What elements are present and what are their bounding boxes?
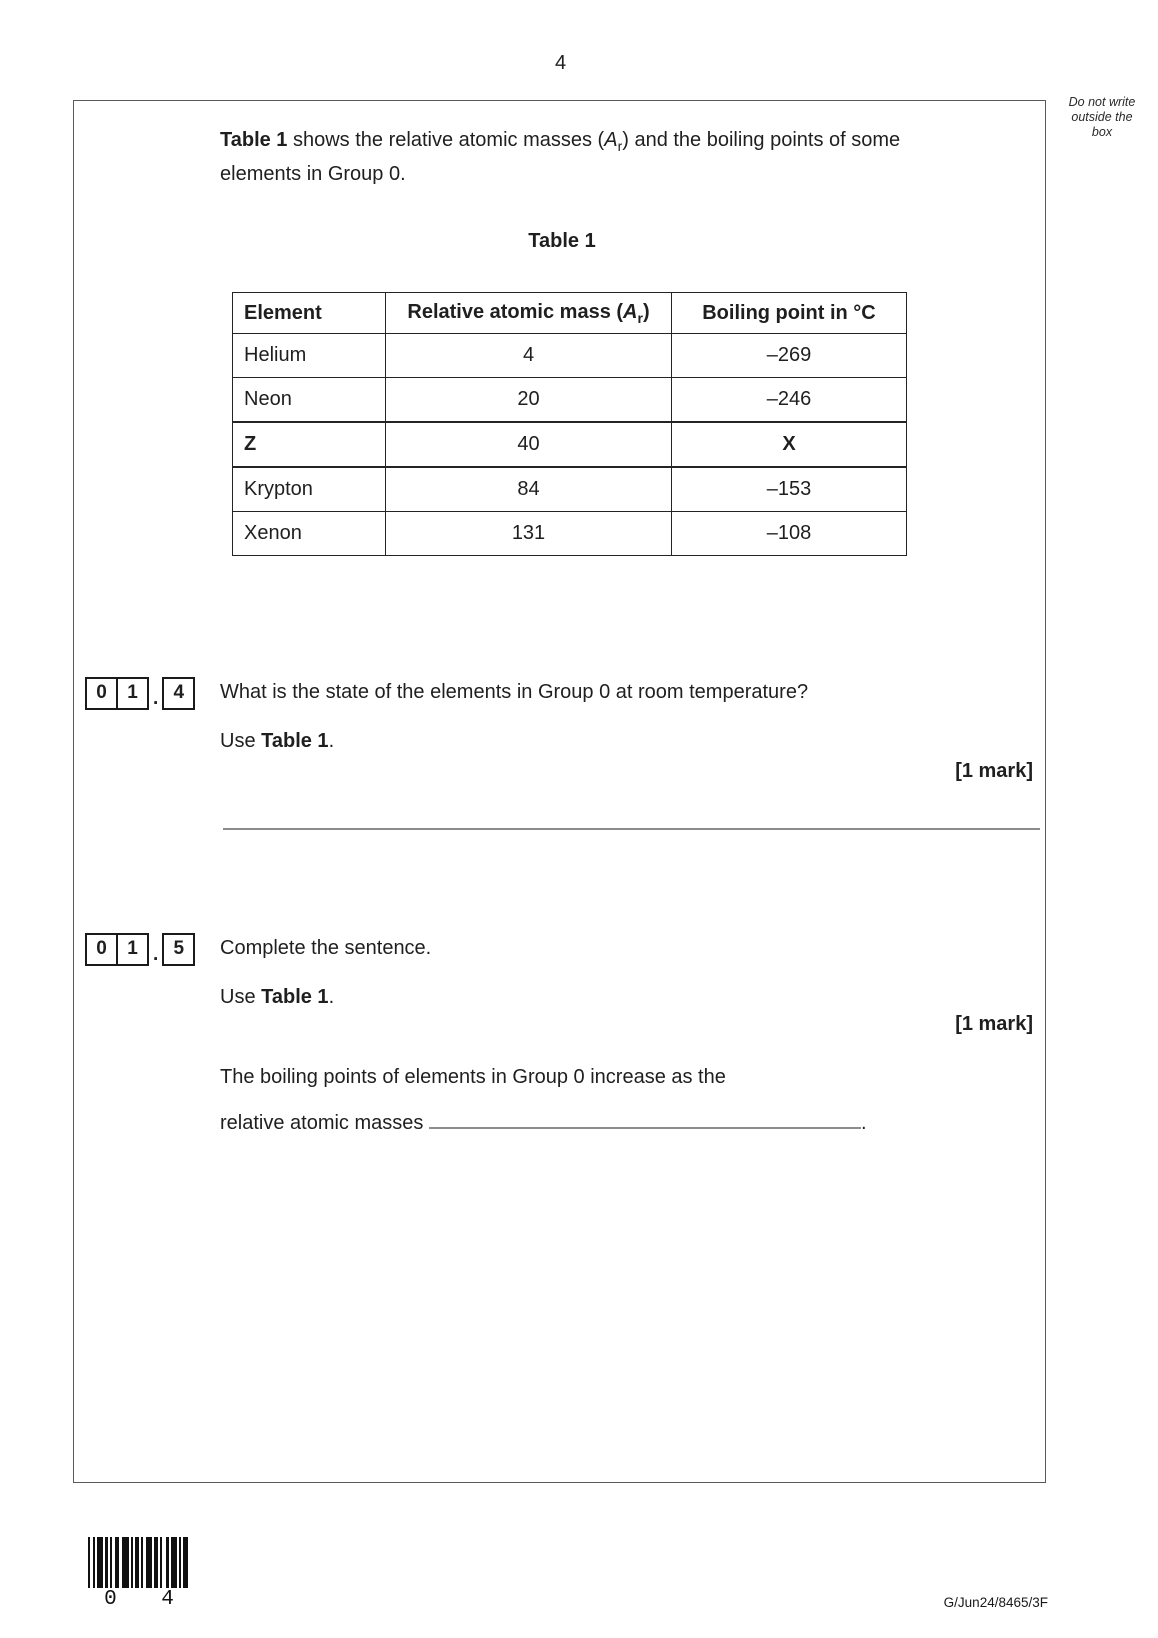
use-table-ref: Table 1 bbox=[261, 730, 329, 752]
header-mass bbox=[386, 293, 672, 334]
use-text: Use bbox=[220, 986, 262, 1008]
ar-symbol: A bbox=[604, 129, 618, 151]
intro-text: shows the relative atomic masses ( bbox=[287, 129, 605, 151]
sentence-line-1: The boiling points of elements in Group 0 increase as the bbox=[220, 1066, 726, 1088]
do-not-write-line: Do not write bbox=[1068, 95, 1136, 109]
do-not-write-line: outside the bbox=[1071, 109, 1133, 124]
table-row bbox=[233, 334, 907, 378]
header-mass-text: Relative atomic mass ( bbox=[407, 300, 624, 323]
do-not-write-note bbox=[1050, 95, 1154, 139]
do-not-write-line: box bbox=[1091, 124, 1113, 139]
question-15-text: Complete the sentence. bbox=[220, 937, 432, 959]
table-title: Table 1 bbox=[528, 230, 596, 252]
question-14-answer-line[interactable] bbox=[223, 828, 1040, 830]
cell-element: Krypton bbox=[233, 467, 386, 512]
elements-table bbox=[232, 292, 907, 556]
question-digit-box: 1 bbox=[118, 677, 149, 710]
use-text: . bbox=[328, 730, 335, 752]
cell-mass: 40 bbox=[386, 422, 672, 467]
intro-text: ) and the boiling points of some bbox=[622, 129, 901, 151]
question-15-answer-blank[interactable] bbox=[429, 1113, 861, 1129]
cell-mass: 84 bbox=[386, 467, 672, 512]
table-row-unknown-z bbox=[233, 422, 907, 467]
intro-table-ref: Table 1 bbox=[220, 129, 288, 151]
question-number-01-4 bbox=[85, 676, 195, 710]
header-boiling: Boiling point in °C bbox=[672, 293, 907, 334]
question-digit-box: 1 bbox=[118, 933, 149, 966]
cell-boiling: –153 bbox=[672, 467, 907, 512]
cell-mass: 131 bbox=[386, 512, 672, 556]
sentence-text: relative atomic masses bbox=[220, 1112, 429, 1134]
cell-mass: 4 bbox=[386, 334, 672, 378]
question-digit-box: 0 bbox=[85, 933, 118, 966]
cell-boiling: –246 bbox=[672, 378, 907, 423]
cell-element: Neon bbox=[233, 378, 386, 423]
table-row bbox=[233, 512, 907, 556]
header-element: Element bbox=[233, 293, 386, 334]
intro-paragraph bbox=[220, 126, 950, 188]
question-14-marks: [1 mark] bbox=[955, 760, 1033, 782]
use-text: Use bbox=[220, 730, 262, 752]
cell-element: Helium bbox=[233, 334, 386, 378]
question-digit-box: 5 bbox=[162, 933, 195, 966]
question-15-use-table bbox=[220, 986, 334, 1009]
question-14-use-table bbox=[220, 730, 334, 753]
sentence-line-2 bbox=[220, 1112, 1000, 1135]
sentence-text: . bbox=[860, 1112, 867, 1134]
header-mass-text: ) bbox=[642, 300, 650, 323]
cell-element: Z bbox=[233, 422, 386, 467]
question-15-marks: [1 mark] bbox=[955, 1013, 1033, 1035]
use-table-ref: Table 1 bbox=[261, 986, 329, 1008]
cell-boiling: –108 bbox=[672, 512, 907, 556]
table-row bbox=[233, 467, 907, 512]
barcode bbox=[88, 1537, 190, 1588]
cell-mass: 20 bbox=[386, 378, 672, 423]
question-number-dot: . bbox=[153, 688, 159, 709]
question-digit-box: 4 bbox=[162, 677, 195, 710]
question-14-text: What is the state of the elements in Group 0 at room temperature? bbox=[220, 681, 809, 703]
question-number-dot: . bbox=[153, 944, 159, 965]
cell-boiling: –269 bbox=[672, 334, 907, 378]
cell-boiling: X bbox=[672, 422, 907, 467]
use-text: . bbox=[328, 986, 335, 1008]
ar-subscript: r bbox=[637, 309, 643, 326]
question-digit-box: 0 bbox=[85, 677, 118, 710]
page-number: 4 bbox=[554, 52, 567, 74]
table-header-row bbox=[233, 293, 907, 334]
table-row bbox=[233, 378, 907, 423]
ar-symbol: A bbox=[623, 300, 638, 323]
paper-reference-code: G/Jun24/8465/3F bbox=[943, 1595, 1048, 1610]
question-number-01-5 bbox=[85, 932, 195, 966]
barcode-page-code: 0 4 bbox=[104, 1588, 190, 1611]
intro-text-line2: elements in Group 0. bbox=[220, 163, 406, 185]
cell-element: Xenon bbox=[233, 512, 386, 556]
ar-subscript: r bbox=[617, 138, 623, 154]
